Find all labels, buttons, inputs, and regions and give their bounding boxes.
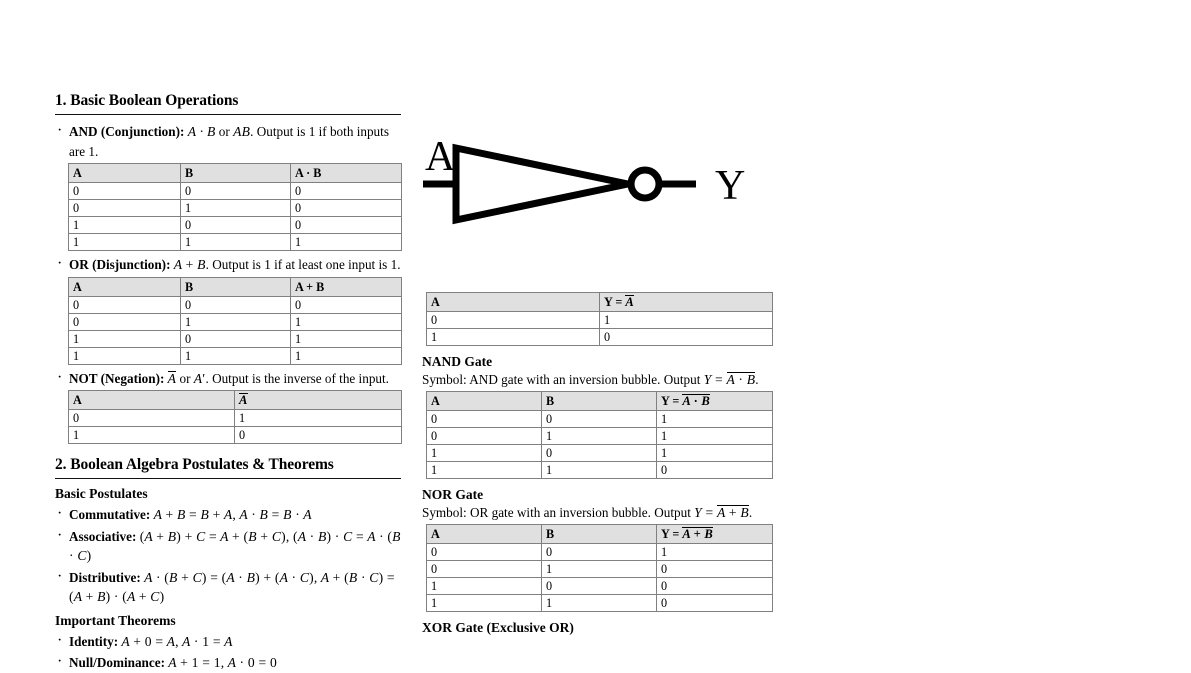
section-rule <box>55 114 401 115</box>
cell-a: 0 <box>427 561 542 578</box>
and-math-dot: A · B <box>187 124 216 139</box>
cell-a: 0 <box>69 313 181 330</box>
column-header-y-equals-nor: Y = A + B <box>657 525 773 544</box>
cell-a: 0 <box>427 544 542 561</box>
table-row <box>427 428 773 445</box>
cell-out: 0 <box>291 183 402 200</box>
table-row <box>427 329 773 346</box>
table-row <box>427 561 773 578</box>
and-text-mid: or <box>215 124 234 139</box>
list-item-identity <box>55 632 401 652</box>
column-header-y-equals-a-bar: Y = A <box>600 293 773 312</box>
table-row <box>427 595 773 612</box>
table-row <box>427 445 773 462</box>
basic-operations-list <box>55 122 401 161</box>
cell-out: 1 <box>291 330 402 347</box>
cell-b: 0 <box>542 411 657 428</box>
cell-a: 0 <box>69 200 181 217</box>
column-header-b: B <box>181 277 291 296</box>
distributive-label: Distributive: <box>69 569 141 585</box>
table-row <box>69 313 402 330</box>
cell-a: 1 <box>427 445 542 462</box>
column-header-a: A <box>69 391 235 410</box>
heading-nor-gate: NOR Gate <box>422 487 484 502</box>
cell-out: 1 <box>657 445 773 462</box>
cell-b: 1 <box>181 200 291 217</box>
table-row <box>69 296 402 313</box>
table-row <box>69 410 402 427</box>
cell-b: 1 <box>542 561 657 578</box>
not-truth-table <box>68 390 402 444</box>
column-header-b: B <box>542 392 657 411</box>
cell-out: 0 <box>600 329 773 346</box>
cell-out: 1 <box>657 411 773 428</box>
cell-out: 0 <box>235 427 402 444</box>
nor-description <box>422 504 772 522</box>
cell-b: 1 <box>181 313 291 330</box>
nand-description-suffix: . <box>755 372 759 387</box>
subheading-important-theorems: Important Theorems <box>55 612 176 628</box>
null-dominance-math: A + 1 = 1, A · 0 = 0 <box>168 655 277 670</box>
or-math: A + B <box>173 257 206 272</box>
and-text-after: . Output is 1 if both inputs are 1. <box>69 124 389 159</box>
y-prefix: Y = <box>661 526 680 541</box>
table-header-row <box>427 525 773 544</box>
section-rule <box>55 478 401 479</box>
heading-xor-gate: XOR Gate (Exclusive OR) <box>422 620 574 635</box>
nor-truth-table <box>426 524 773 612</box>
table-row <box>69 330 402 347</box>
not-label: NOT (Negation): <box>69 370 165 386</box>
right-column <box>422 92 772 635</box>
table-row <box>69 183 402 200</box>
subheading-basic-postulates: Basic Postulates <box>55 486 148 501</box>
table-header-row <box>69 164 402 183</box>
cell-b: 1 <box>542 462 657 479</box>
table-row <box>427 411 773 428</box>
cell-out: 1 <box>235 410 402 427</box>
section-heading-boolean-algebra-postulates: 2. Boolean Algebra Postulates & Theorems <box>55 456 334 473</box>
table-row <box>427 462 773 479</box>
list-item-and <box>55 122 401 161</box>
cell-a: 1 <box>427 595 542 612</box>
y-prefix: Y = <box>661 393 680 408</box>
not-text-after: . Output is the inverse of the input. <box>205 370 389 386</box>
column-header-a: A <box>69 277 181 296</box>
cell-out: 1 <box>657 428 773 445</box>
column-header-a: A <box>69 164 181 183</box>
or-operation-list <box>55 255 401 275</box>
cell-a: 0 <box>69 410 235 427</box>
cell-a: 1 <box>69 347 181 364</box>
associative-label: Associative: <box>69 528 137 544</box>
diagram-spacer <box>422 92 772 290</box>
list-item-associative <box>55 527 401 566</box>
column-header-y-equals-nand: Y = A · B <box>657 392 773 411</box>
table-row <box>69 200 402 217</box>
cell-out: 1 <box>291 347 402 364</box>
cell-b: 0 <box>181 330 291 347</box>
input-label-a: A <box>425 134 456 180</box>
table-header-row <box>427 392 773 411</box>
theorems-list <box>55 632 401 673</box>
column-header-a: A <box>427 293 600 312</box>
cell-b: 1 <box>542 428 657 445</box>
nor-output-math: Y = A + B <box>694 505 749 520</box>
identity-label: Identity: <box>69 633 119 649</box>
not-math-prime: A′ <box>193 370 206 386</box>
cell-out: 0 <box>657 578 773 595</box>
distributive-math: A · (B + C) = (A · B) + (A · C), A + (B · C) = (A + B) · (A + C) <box>69 569 395 604</box>
cell-b: 0 <box>181 217 291 234</box>
commutative-label: Commutative: <box>69 507 151 522</box>
section-heading-basic-boolean-operations: 1. Basic Boolean Operations <box>55 92 239 109</box>
nand-description-prefix: Symbol: AND gate with an inversion bubble. Output <box>422 372 704 387</box>
postulates-list <box>55 505 401 607</box>
table-row <box>69 217 402 234</box>
identity-math: A + 0 = A, A · 1 = A <box>121 633 233 649</box>
cell-out: 1 <box>291 234 402 251</box>
cell-out: 1 <box>600 312 773 329</box>
and-label: AND (Conjunction): <box>69 124 185 139</box>
cell-b: 0 <box>542 445 657 462</box>
list-item-distributive <box>55 568 401 607</box>
associative-math: (A + B) + C = A + (B + C), (A · B) · C = A · (B · C) <box>69 528 401 563</box>
cell-a: 1 <box>69 217 181 234</box>
y-prefix: Y = <box>604 294 623 309</box>
nor-description-suffix: . <box>748 505 753 520</box>
table-row <box>69 347 402 364</box>
nand-output-math: Y = A · B <box>703 372 756 387</box>
cell-out: 0 <box>657 561 773 578</box>
null-dominance-label: Null/Dominance: <box>69 655 165 670</box>
cell-a: 1 <box>427 578 542 595</box>
cell-b: 0 <box>542 544 657 561</box>
table-row <box>427 312 773 329</box>
table-header-row <box>69 277 402 296</box>
cell-b: 0 <box>181 183 291 200</box>
or-text-after: . Output is 1 if at least one input is 1. <box>205 257 401 272</box>
cell-out: 0 <box>657 595 773 612</box>
nand-truth-table <box>426 391 773 479</box>
cell-out: 0 <box>291 296 402 313</box>
column-header-a-or-b: A + B <box>291 277 402 296</box>
column-header-a: A <box>427 392 542 411</box>
cell-a: 1 <box>69 330 181 347</box>
table-row <box>69 234 402 251</box>
left-column <box>55 92 401 670</box>
cell-a: 0 <box>69 296 181 313</box>
cell-b: 1 <box>542 595 657 612</box>
and-truth-table <box>68 163 402 251</box>
list-item-not <box>55 369 401 389</box>
list-item-or <box>55 255 401 275</box>
table-row <box>427 578 773 595</box>
cell-a: 0 <box>69 183 181 200</box>
nor-description-prefix: Symbol: OR gate with an inversion bubble. Output <box>422 505 695 520</box>
cell-b: 0 <box>542 578 657 595</box>
cell-a: 0 <box>427 428 542 445</box>
column-header-a-and-b: A · B <box>291 164 402 183</box>
cell-a: 1 <box>69 234 181 251</box>
not-text-mid: or <box>176 370 194 386</box>
cell-a: 1 <box>69 427 235 444</box>
heading-nand-gate: NAND Gate <box>422 354 493 369</box>
cell-a: 0 <box>427 312 600 329</box>
cell-b: 1 <box>181 234 291 251</box>
table-header-row <box>69 391 402 410</box>
and-math-juxt: AB <box>233 124 251 139</box>
cell-b: 1 <box>181 347 291 364</box>
table-header-row <box>427 293 773 312</box>
not-gate-truth-table <box>426 292 773 346</box>
column-header-a: A <box>427 525 542 544</box>
cell-a: 1 <box>427 462 542 479</box>
cell-out: 0 <box>291 200 402 217</box>
list-item-null-dominance <box>55 653 401 673</box>
nand-description <box>422 371 772 389</box>
cell-out: 1 <box>657 544 773 561</box>
cell-a: 1 <box>427 329 600 346</box>
column-header-b: B <box>542 525 657 544</box>
table-row <box>427 544 773 561</box>
table-row <box>69 427 402 444</box>
or-label: OR (Disjunction): <box>69 257 171 272</box>
column-header-a-bar: A <box>235 391 402 410</box>
cell-out: 0 <box>657 462 773 479</box>
cell-out: 0 <box>291 217 402 234</box>
column-header-b: B <box>181 164 291 183</box>
not-operation-list <box>55 369 401 389</box>
commutative-math: A + B = B + A, A · B = B · A <box>153 507 312 522</box>
or-truth-table <box>68 277 402 365</box>
not-math-overbar: A <box>167 370 177 386</box>
cell-b: 0 <box>181 296 291 313</box>
output-label-y: Y <box>715 163 746 209</box>
list-item-commutative <box>55 505 401 525</box>
cell-a: 0 <box>427 411 542 428</box>
cell-out: 1 <box>291 313 402 330</box>
